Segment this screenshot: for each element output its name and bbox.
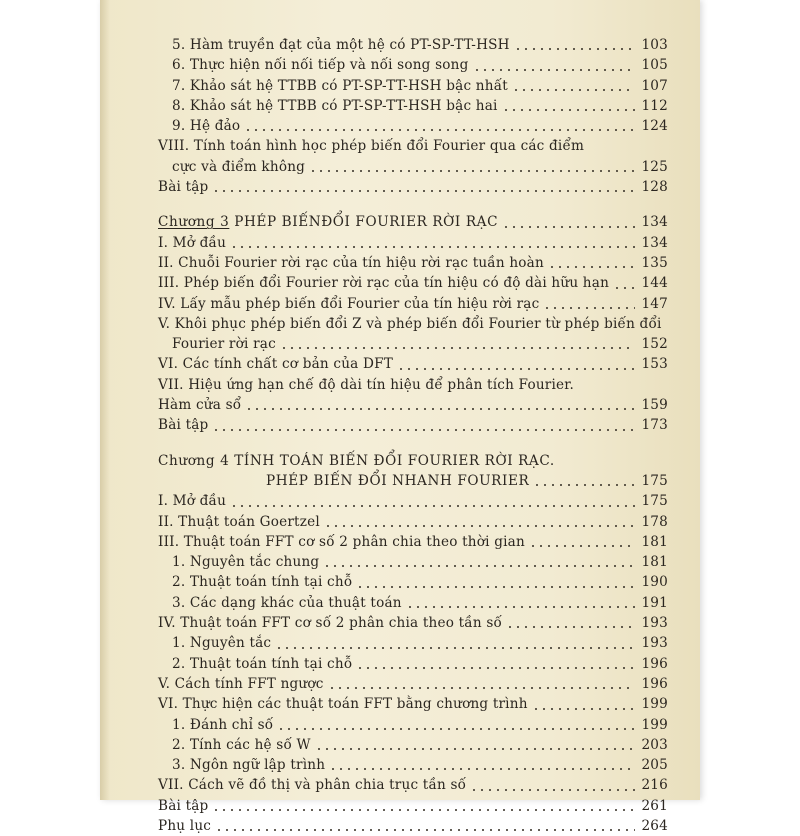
toc-chapter-4-heading-line2 [158, 471, 668, 491]
toc-entry [158, 375, 668, 395]
toc-chapter-3-items [158, 233, 668, 436]
toc-entry-title: VI. Thực hiện các thuật toán FFT bằng chương trình [158, 696, 528, 713]
toc-chapter-4-items [158, 491, 668, 836]
toc-entry [158, 715, 668, 735]
toc-entry [158, 136, 668, 156]
toc-entry-page: 144 [641, 275, 668, 292]
toc-entry [158, 491, 668, 511]
toc-entry-page: 135 [641, 254, 668, 271]
toc-entry-title: 6. Thực hiện nối nối tiếp và nối song song [172, 57, 469, 74]
toc-entry-title: I. Mở đầu [158, 493, 227, 510]
toc-entry-page: 193 [641, 615, 668, 632]
toc-entry-title: 3. Ngôn ngữ lập trình [172, 757, 326, 774]
chapter-4-page: 175 [641, 472, 668, 489]
toc-entry-title: V. Cách tính FFT ngược [158, 675, 324, 692]
toc-entry-title: 8. Khảo sát hệ TTBB có PT-SP-TT-HSH bậc hai [172, 97, 498, 114]
toc-entry-title: II. Chuỗi Fourier rời rạc của tín hiệu rời rạc tuần hoàn [158, 254, 544, 271]
toc-entry-title: 1. Nguyên tắc chung [172, 554, 320, 571]
toc-entry-page: 147 [641, 295, 668, 312]
toc-entry-title: V. Khôi phục phép biến đổi Z và phép biến đổi Fourier từ phép biến đổi [158, 315, 662, 332]
toc-entry-page: 196 [641, 655, 668, 672]
toc-section-chapter2-tail [158, 35, 668, 197]
toc-entry [158, 415, 668, 435]
toc-entry [158, 294, 668, 314]
toc-entry-title: 3. Các dạng khác của thuật toán [172, 594, 402, 611]
toc-entry-title: 7. Khảo sát hệ TTBB có PT-SP-TT-HSH bậc nhất [172, 77, 508, 94]
toc-entry [158, 96, 668, 116]
toc-entry [158, 354, 668, 374]
toc-entry [158, 552, 668, 572]
toc-entry-page: 199 [641, 716, 668, 733]
toc-entry-page: 124 [641, 118, 668, 135]
toc-entry-title: VIII. Tính toán hình học phép biến đổi Fourier qua các điểm [158, 138, 585, 155]
toc-entry-title: III. Phép biến đổi Fourier rời rạc của tín hiệu có độ dài hữu hạn [158, 275, 610, 292]
toc-entry [158, 633, 668, 653]
toc-entry [158, 674, 668, 694]
book-page [100, 0, 700, 834]
toc-entry-title: 5. Hàm truyền đạt của một hệ có PT-SP-TT-HSH [172, 37, 510, 53]
toc-entry-title: Fourier rời rạc [172, 336, 276, 353]
toc-chapter-4-heading [158, 451, 668, 471]
toc-entry-title: Phụ lục [158, 817, 212, 834]
toc-entry-page: 105 [641, 57, 668, 74]
toc-entry [158, 654, 668, 674]
toc-entry-page: 125 [641, 158, 668, 175]
toc-entry [158, 572, 668, 592]
toc-entry-page: 191 [641, 594, 668, 611]
toc-entry [158, 177, 668, 197]
toc-entry-title: Hàm cửa sổ [158, 397, 242, 414]
toc-entry [158, 76, 668, 96]
chapter-4-label: Chương 4 [158, 452, 230, 469]
toc-entry [158, 314, 668, 334]
toc-entry-title: cực và điểm không [172, 158, 306, 175]
toc-entry-page: 134 [641, 234, 668, 251]
toc-entry-page: 173 [641, 417, 668, 434]
toc-entry-page: 153 [641, 356, 668, 373]
toc-entry-page: 205 [641, 757, 668, 774]
toc-entry-title: IV. Thuật toán FFT cơ số 2 phân chia theo tần số [158, 615, 503, 632]
toc-entry-title: 2. Tính các hệ số W [172, 736, 311, 753]
toc-entry [158, 694, 668, 714]
toc-entry-title: 1. Đánh chỉ số [172, 716, 274, 733]
toc-entry-page: 112 [641, 97, 668, 114]
chapter-3-title: PHÉP BIẾNĐỔI FOURIER RỜI RẠC [234, 214, 499, 231]
toc-entry [158, 233, 668, 253]
toc-entry [158, 334, 668, 354]
toc-entry-page: 175 [641, 493, 668, 510]
toc-entry-title: 2. Thuật toán tính tại chỗ [172, 574, 353, 591]
toc-entry [158, 593, 668, 613]
toc-entry-page: 193 [641, 635, 668, 652]
chapter-3-label: Chương 3 [158, 214, 230, 231]
toc-entry-page: 216 [641, 777, 668, 794]
toc-entry-title: I. Mở đầu [158, 234, 227, 251]
toc-entry-page: 128 [641, 179, 668, 196]
toc-entry-title: VII. Hiệu ứng hạn chế độ dài tín hiệu để phân tích Fourier. [158, 376, 575, 393]
toc-entry [158, 735, 668, 755]
toc-entry [158, 55, 668, 75]
toc-entry [158, 796, 668, 816]
toc-entry-title: II. Thuật toán Goertzel [158, 513, 320, 530]
toc-entry-page: 199 [641, 696, 668, 713]
toc-entry-page: 196 [641, 675, 668, 692]
toc-entry-title: 1. Nguyên tắc [172, 635, 272, 652]
toc-entry-page: 203 [641, 736, 668, 753]
toc-entry-title: Bài tập [158, 417, 209, 434]
toc-entry-page: 159 [641, 397, 668, 414]
toc-entry-page: 178 [641, 513, 668, 530]
table-of-contents [158, 35, 668, 836]
toc-entry [158, 775, 668, 795]
toc-entry-title: Bài tập [158, 179, 209, 196]
chapter-4-title-line2: PHÉP BIẾN ĐỔI NHANH FOURIER [266, 472, 530, 489]
toc-entry [158, 512, 668, 532]
toc-entry [158, 816, 668, 836]
toc-entry-page: 190 [641, 574, 668, 591]
toc-entry-page: 107 [641, 77, 668, 94]
toc-entry-title: VI. Các tính chất cơ bản của DFT [158, 356, 393, 373]
toc-entry [158, 157, 668, 177]
toc-entry-page: 152 [641, 336, 668, 353]
toc-entry [158, 395, 668, 415]
toc-entry [158, 35, 668, 55]
toc-entry-title: Bài tập [158, 797, 209, 814]
toc-entry [158, 253, 668, 273]
toc-entry [158, 613, 668, 633]
toc-entry-page: 261 [641, 797, 668, 814]
toc-entry-title: IV. Lấy mẫu phép biến đổi Fourier của tín hiệu rời rạc [158, 295, 540, 312]
page-spine-shadow [100, 0, 110, 800]
toc-entry-title: VII. Cách vẽ đồ thị và phân chia trục tần số [158, 777, 467, 794]
toc-entry-page: 181 [641, 554, 668, 571]
toc-entry [158, 273, 668, 293]
toc-entry-title: 9. Hệ đảo [172, 118, 241, 135]
toc-chapter-3-heading [158, 212, 668, 232]
toc-entry [158, 532, 668, 552]
toc-entry [158, 116, 668, 136]
chapter-3-page: 134 [641, 214, 668, 231]
toc-entry-title: 2. Thuật toán tính tại chỗ [172, 655, 353, 672]
toc-entry [158, 755, 668, 775]
toc-entry-page: 181 [641, 533, 668, 550]
toc-entry-page: 103 [641, 37, 668, 53]
chapter-4-title-line1: TÍNH TOÁN BIẾN ĐỔI FOURIER RỜI RẠC. [234, 452, 555, 469]
toc-entry-title: III. Thuật toán FFT cơ số 2 phân chia theo thời gian [158, 533, 525, 550]
toc-entry-page: 264 [641, 817, 668, 834]
